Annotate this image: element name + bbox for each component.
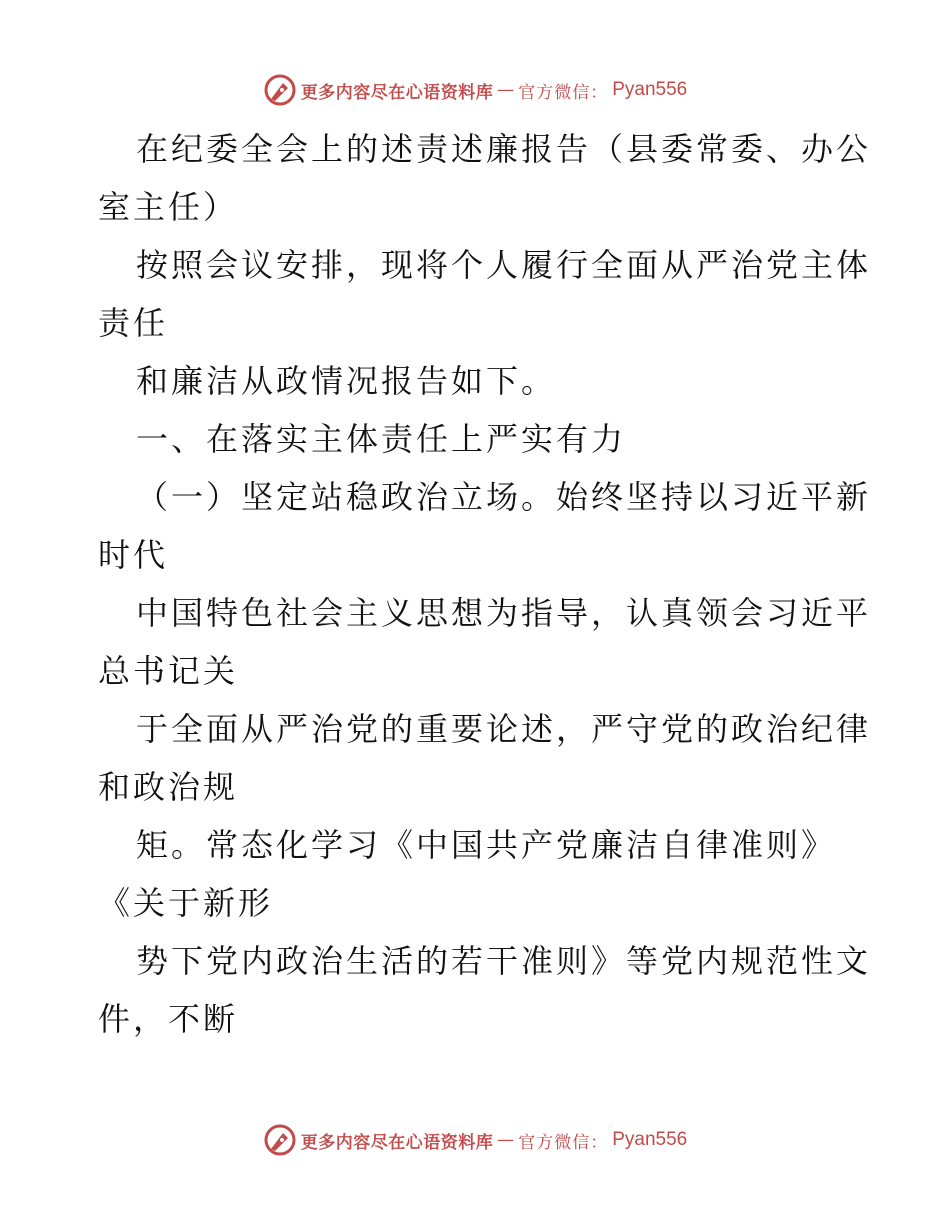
document-line: 中国特色社会主义思想为指导，认真领会习近平 [136, 594, 872, 632]
header-watermark [0, 70, 950, 110]
document-line: 于全面从严治党的重要论述，严守党的政治纪律 [136, 710, 872, 748]
document-line: 在纪委全会上的述责述廉报告（县委常委、办公 [136, 130, 872, 168]
document-line: （一）坚定站稳政治立场。始终坚持以习近平新 [136, 478, 872, 516]
watermark-dash: — [497, 1130, 515, 1150]
watermark-site-text: 更多内容尽在心语资料库 [300, 82, 494, 103]
document-line: 责任 [98, 304, 169, 342]
pen-nib-logo-icon [263, 1123, 297, 1157]
footer-watermark [0, 1120, 950, 1160]
watermark-wechat-id: Pyan556 [612, 1129, 688, 1150]
watermark-dash: — [497, 80, 515, 100]
document-line: 时代 [98, 536, 169, 574]
watermark-wechat-label: 官方微信： [518, 1132, 609, 1153]
document-line: 室主任） [98, 188, 239, 226]
document-line: 矩。常态化学习《中国共产党廉洁自律准则》 [136, 826, 837, 864]
document-body [98, 120, 872, 1048]
document-line: 势下党内政治生活的若干准则》等党内规范性文 [136, 942, 872, 980]
document-line: 《关于新形 [98, 884, 274, 922]
document-line: 和廉洁从政情况报告如下。 [136, 362, 557, 400]
pen-nib-logo-icon [263, 73, 297, 107]
watermark-wechat-label: 官方微信： [518, 82, 609, 103]
document-line: 件，不断 [98, 1000, 239, 1038]
document-line: 按照会议安排，现将个人履行全面从严治党主体 [136, 246, 872, 284]
watermark-site-text: 更多内容尽在心语资料库 [300, 1132, 494, 1153]
document-line: 一、在落实主体责任上严实有力 [136, 420, 627, 458]
watermark-wechat-id: Pyan556 [612, 79, 688, 100]
document-line: 和政治规 [98, 768, 239, 806]
document-line: 总书记关 [98, 652, 239, 690]
